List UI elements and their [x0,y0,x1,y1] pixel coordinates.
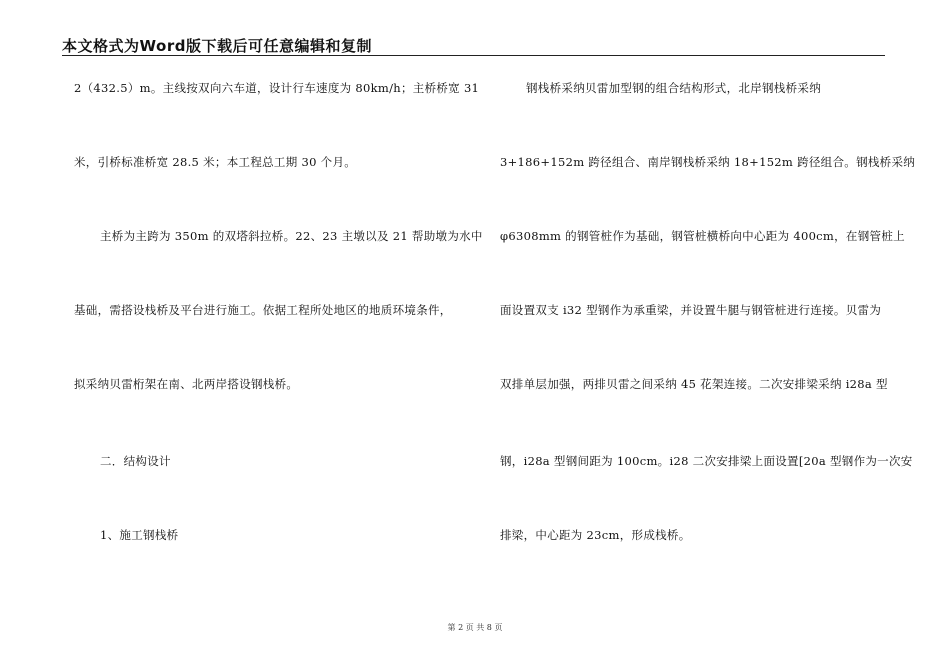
right-line-3: φ6308mm 的钢管桩作为基础，钢管桩横桥向中心距为 400cm，在钢管桩上 [500,229,905,243]
document-header-title: 本文格式为Word版下载后可任意编辑和复制 [62,37,372,55]
left-line-1: 2（432.5）m。主线按双向六车道，设计行车速度为 80km/h；主桥桥宽 31 [74,81,480,95]
page-number: 第 2 页 共 8 页 [447,623,503,632]
right-line-7: 排梁，中心距为 23cm，形成栈桥。 [500,528,691,542]
right-line-5: 双排单层加强，两排贝雷之间采纳 45 花架连接。二次安排梁采纳 i28a 型 [500,377,888,391]
left-line-2: 米，引桥标准桥宽 28.5 米；本工程总工期 30 个月。 [74,155,357,169]
header-divider [62,55,885,56]
section-heading: 二．结构设计 [100,454,171,468]
right-line-4: 面设置双支 i32 型钢作为承重梁，并设置牛腿与钢管桩进行连接。贝雷为 [500,303,882,317]
left-line-3: 主桥为主跨为 350m 的双塔斜拉桥。22、23 主墩以及 21 帮助墩为水中 [100,229,483,243]
right-line-6: 钢，i28a 型钢间距为 100cm。i28 二次安排梁上面设置[20a 型钢作为一次安 [500,454,913,468]
left-line-5: 拟采纳贝雷桁架在南、北两岸搭设钢栈桥。 [74,377,299,391]
right-line-1: 钢栈桥采纳贝雷加型钢的组合结构形式，北岸钢栈桥采纳 [526,81,821,95]
left-line-4: 基础，需搭设栈桥及平台进行施工。依据工程所处地区的地质环境条件， [74,303,452,317]
subsection-heading: 1、施工钢栈桥 [100,528,179,542]
right-line-2: 3+186+152m 跨径组合、南岸钢栈桥采纳 18+152m 跨径组合。钢栈桥采纳 [500,155,916,169]
